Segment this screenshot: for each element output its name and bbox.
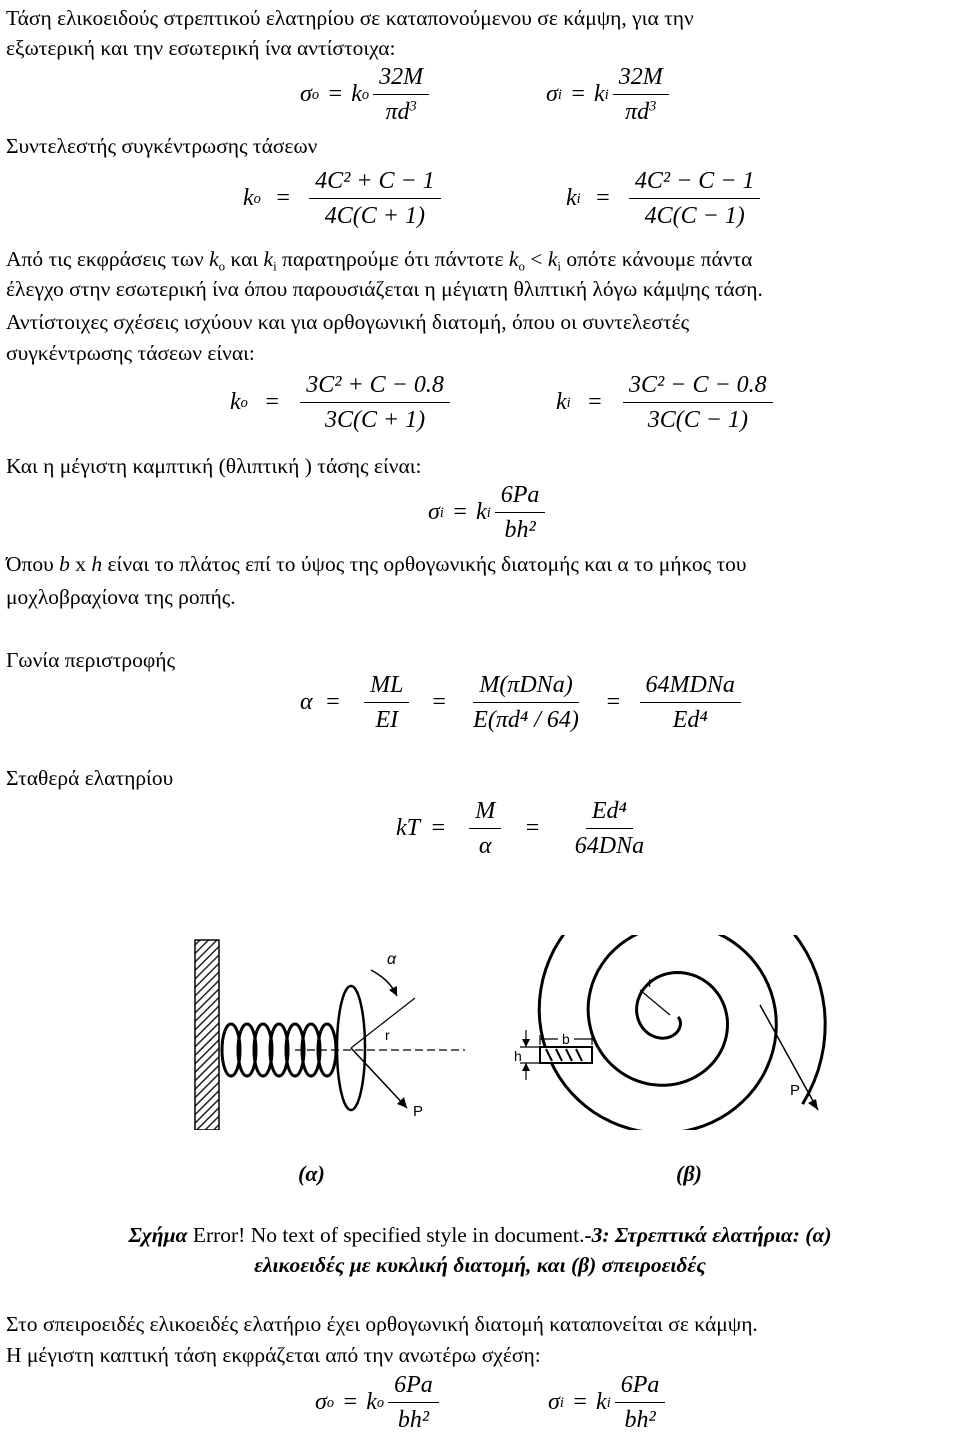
text-line: Από τις εκφράσεις των $k_o$ και $k_i$ παρατηρούμε ότι πάντοτε $k_o < k_i$ οπότε κάνουμε πάντα: [6, 247, 753, 274]
figure-label-a: (α): [298, 1161, 325, 1186]
spring-coils: [222, 1024, 336, 1076]
text-line: έλεγχο στην εσωτερική ίνα όπου παρουσιάζεται η μέγιατη θλιπτική λόγω κάμψης τάση.: [6, 277, 763, 301]
text-line: Αντίστοιχες σχέσεις ισχύουν και για ορθογωνική διατομή, όπου οι συντελεστές: [6, 310, 690, 334]
figure-spiral-torsion-spring: [500, 935, 830, 1130]
wall-hatch: [195, 940, 219, 1130]
text-line: μοχλοβραχίονα της ροπής.: [6, 585, 236, 609]
text-line: συγκέντρωσης τάσεων είναι:: [6, 341, 255, 365]
label-b: b: [562, 1031, 570, 1047]
equation-rotation-angle: α = $\frac{ML}{EI}$ = $\frac{\text{M(πDNa)}}{\text{E(πd⁴ / 64)}}$ = $\frac{\text{64MDNa}}{\text{Ed⁴}}$: [300, 670, 749, 735]
label-h: h: [514, 1048, 522, 1064]
section-title: Συντελεστής συγκέντρωσης τάσεων: [6, 134, 318, 158]
label-p: P: [413, 1103, 424, 1120]
text-line: Όπου b x h είναι το πλάτος επί το ύψος της ορθογωνικής διατομής και α το μήκος του: [6, 552, 747, 576]
text-line: Η μέγιστη καπτική τάση εκφράζεται από την ανωτέρω σχέση:: [6, 1343, 541, 1367]
text-line: εξωτερική και την εσωτερική ίνα αντίστοιχα:: [6, 36, 396, 60]
label-r: r: [648, 974, 653, 990]
label-alpha: α: [387, 951, 397, 968]
figure-caption: Σχήμα Error! No text of specified style in document.-3: Στρεπτικά ελατήρια: (α): [128, 1223, 832, 1247]
text-line: Στο σπειροειδές ελικοειδές ελατήριο έχει ορθογωνική διατομή καταπονείται σε κάμψη.: [6, 1312, 758, 1336]
force-line: [760, 1005, 818, 1110]
radius-line: [640, 990, 670, 1015]
equation-sigma-i: σ i = k i $\frac{32M}{\pi d^3}$: [546, 62, 673, 127]
figure-helical-torsion-spring: [175, 930, 475, 1130]
label-r: r: [385, 1027, 390, 1043]
equation-spring-constant: kT = $\frac{M}{\alpha}$ = $\frac{\text{Ed⁴}}{\text{64DNa}}$: [396, 798, 645, 859]
section-title: Γωνία περιστροφής: [6, 648, 175, 672]
figure-label-b: (β): [676, 1161, 702, 1186]
equation-sigma-o: σ o = k o $\frac{32M}{\pi d^3}$: [300, 62, 433, 127]
equation-ko-circular: k o = $\frac{\text{4C² + C − 1}}{4C(C + 1)}$: [243, 166, 445, 231]
spiral-coils: [539, 935, 825, 1130]
figure-caption-line2: ελικοειδές με κυκλική διατομή, και (β) σπειροειδές: [254, 1253, 706, 1277]
label-p: P: [790, 1082, 801, 1099]
text-line: Τάση ελικοειδούς στρεπτικού ελατηρίου σε καταπονούμενου σε κάμψη, για την: [6, 6, 694, 30]
equation-final-sigma-o: σ o = k o $\frac{6Pa}{\text{bh²}}$: [315, 1370, 443, 1435]
section-title: Σταθερά ελατηρίου: [6, 766, 174, 790]
equation-ki-rectangular: k i = $\frac{\text{3C² − C − 0.8}}{3C(C - 1)}$: [556, 370, 777, 435]
equation-ki-circular: k i = $\frac{\text{4C² − C − 1}}{4C(C - 1)}$: [566, 166, 764, 231]
equation-final-sigma-i: σ i = k i $\frac{6Pa}{\text{bh²}}$: [548, 1370, 669, 1435]
equation-max-stress: σ i = k i $\frac{6Pa}{\text{bh²}}$: [428, 480, 549, 545]
equation-ko-rectangular: k o = $\frac{\text{3C² + C − 0.8}}{3C(C + 1)}$: [230, 370, 454, 435]
text-line: Και η μέγιστη καμπτική (θλιπτική ) τάσης είναι:: [6, 454, 422, 478]
